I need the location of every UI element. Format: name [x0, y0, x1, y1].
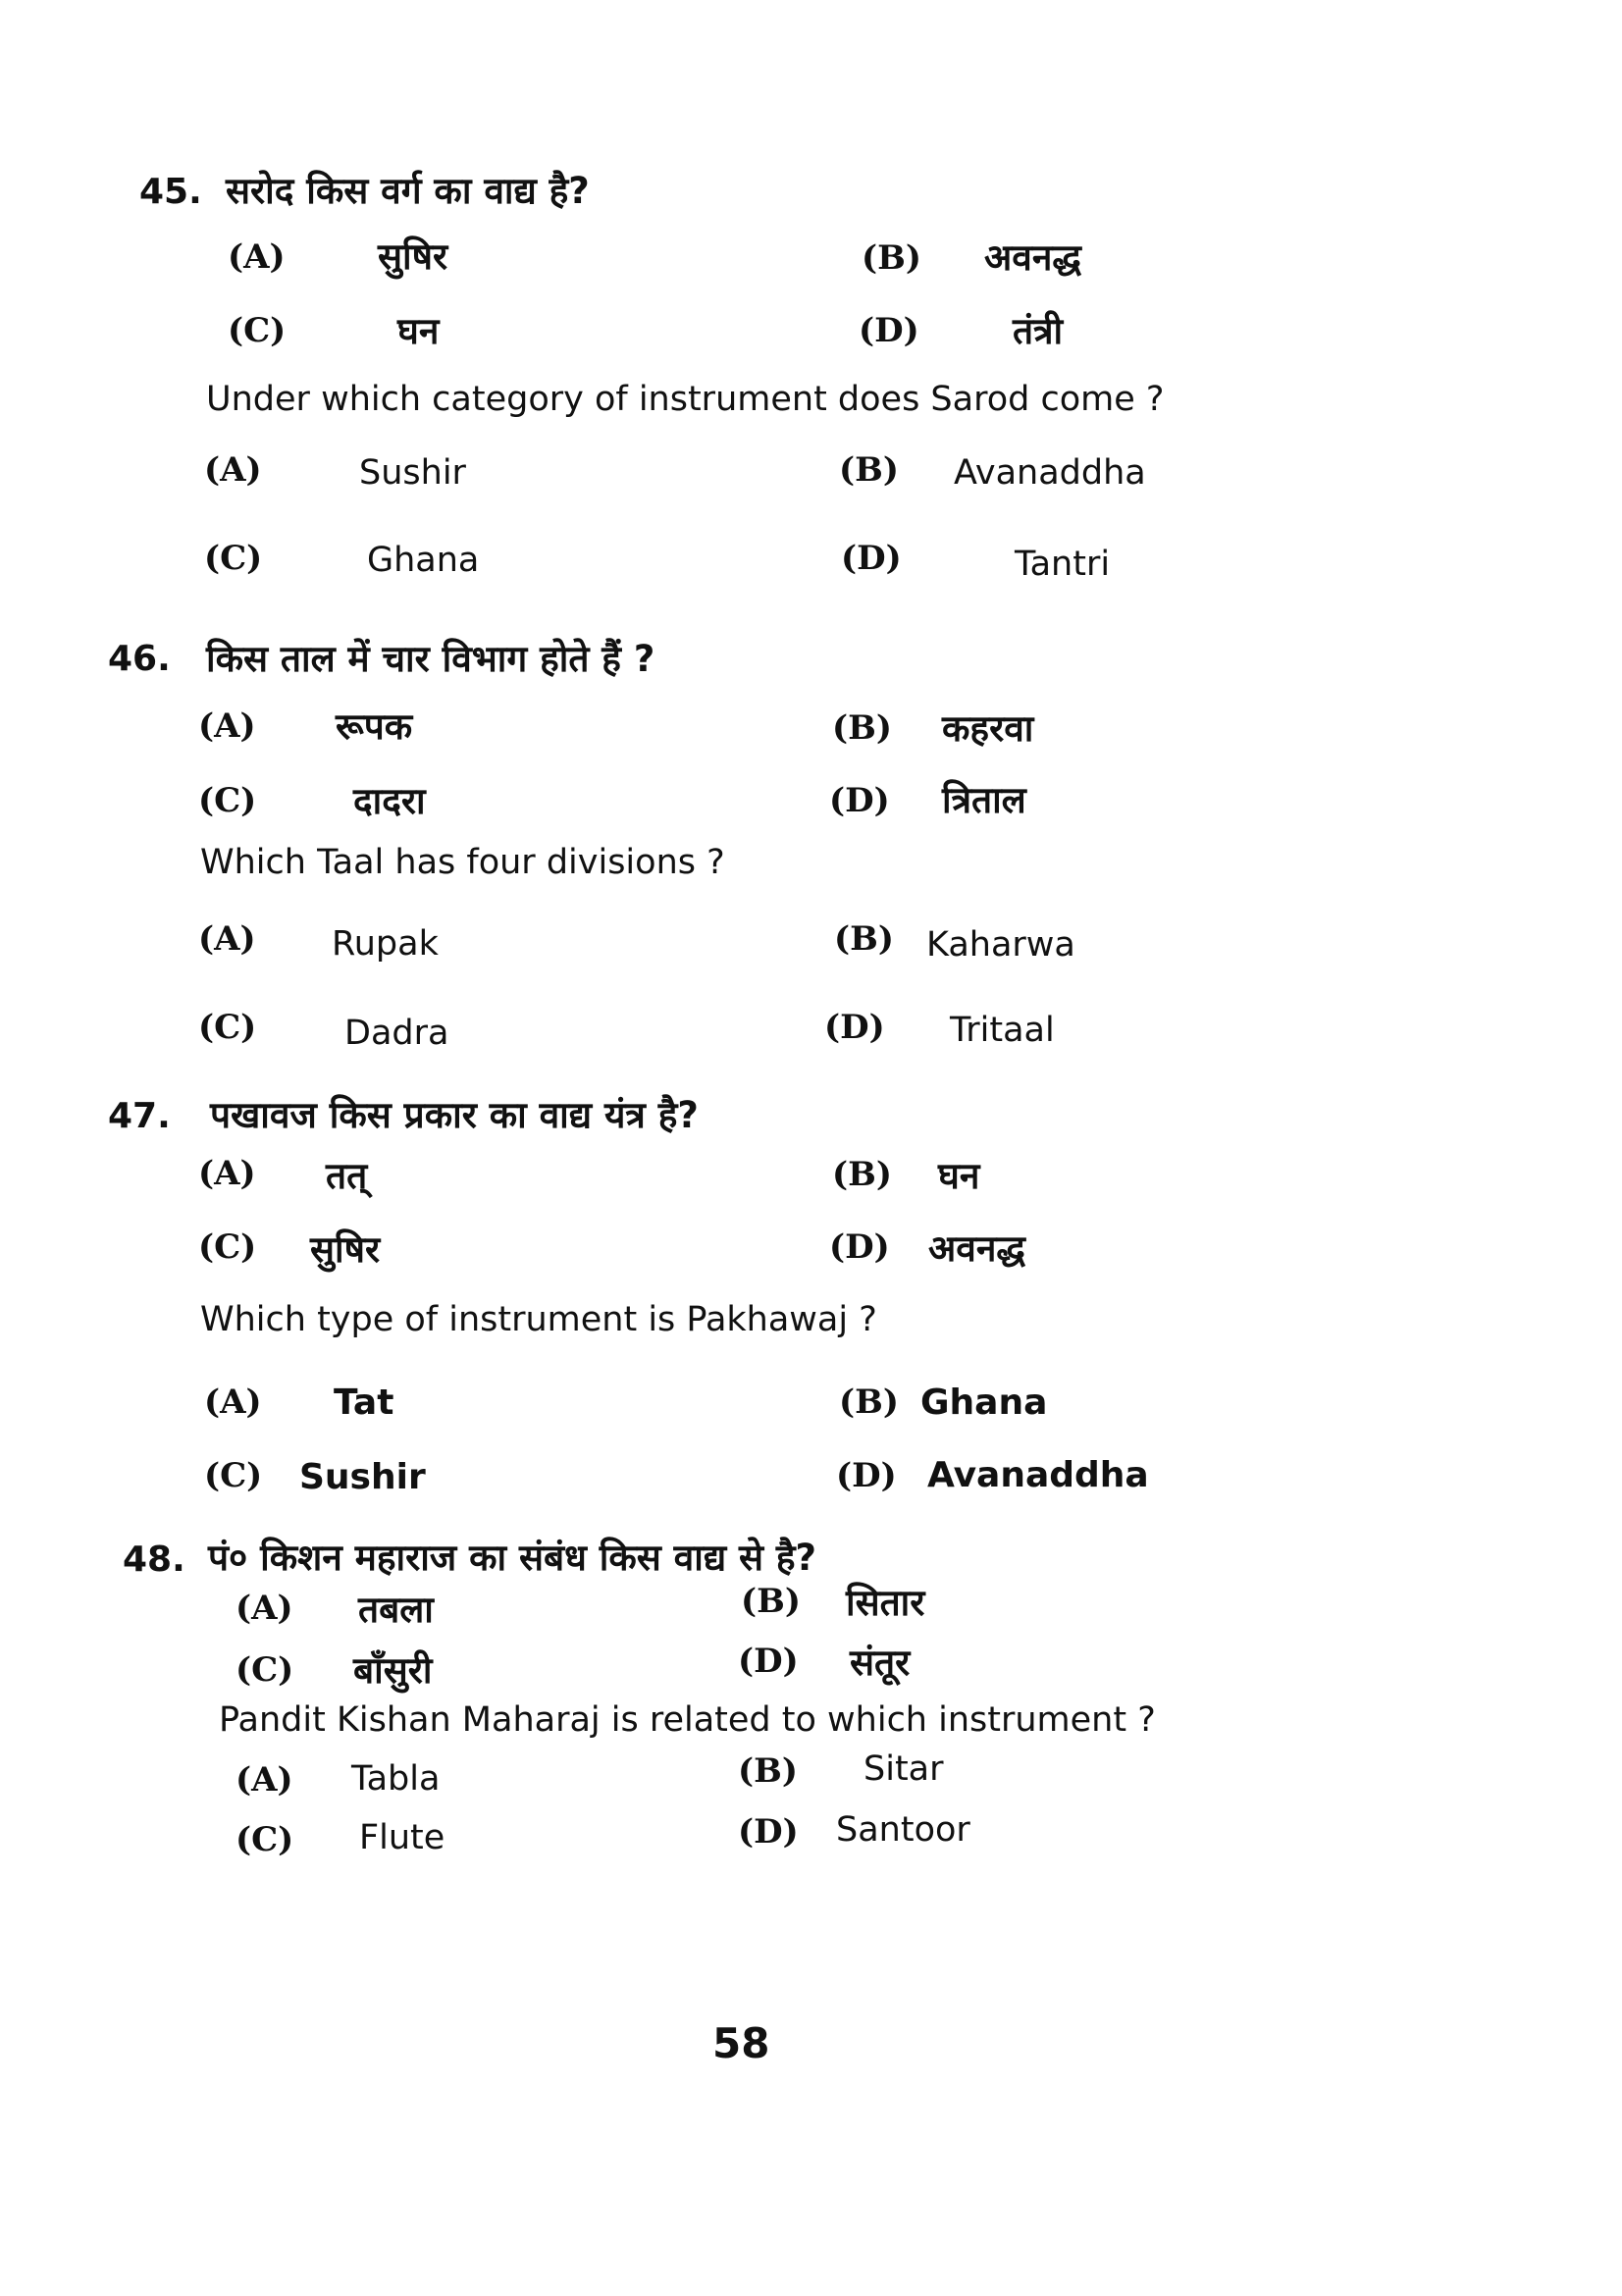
question-text-hindi: सरोद किस वर्ग का वाद्य है? — [226, 170, 590, 212]
option-text-hindi: त्रिताल — [942, 779, 1026, 821]
question-text-english: Under which category of instrument does Sarod come ? — [206, 380, 1165, 419]
option-letter: (B) — [832, 1155, 892, 1194]
option-text-english: Sushir — [299, 1457, 426, 1497]
option-letter: (C) — [204, 1456, 263, 1495]
option-letter: (C) — [198, 1008, 257, 1047]
option-letter: (B) — [839, 1383, 899, 1422]
option-text-english: Tantri — [1015, 545, 1111, 584]
option-text-hindi: तंत्री — [1013, 310, 1064, 352]
option-text-english: Kaharwa — [926, 925, 1075, 965]
option-text-hindi: कहरवा — [942, 707, 1034, 750]
option-text-english: Tabla — [351, 1759, 441, 1799]
option-letter: (C) — [235, 1650, 294, 1690]
option-letter: (D) — [829, 1227, 890, 1267]
page-number: 58 — [712, 2019, 770, 2067]
question-text-hindi: किस ताल में चार विभाग होते हैं ? — [206, 638, 655, 680]
option-text-english: Avanaddha — [927, 1455, 1149, 1495]
option-letter: (B) — [834, 919, 894, 959]
option-letter: (B) — [741, 1582, 801, 1621]
option-text-english: Avanaddha — [954, 453, 1146, 493]
option-letter: (D) — [738, 1642, 799, 1681]
option-letter: (B) — [839, 450, 899, 490]
option-text-hindi: तत् — [326, 1155, 368, 1197]
option-text-english: Tat — [334, 1383, 394, 1423]
option-text-english: Tritaal — [950, 1011, 1055, 1050]
option-letter: (D) — [841, 539, 902, 578]
question-text-english: Which type of instrument is Pakhawaj ? — [200, 1300, 877, 1339]
option-text-hindi: बाँसुरी — [353, 1649, 433, 1692]
option-text-english: Flute — [359, 1818, 445, 1857]
option-text-english: Sushir — [359, 453, 466, 493]
question-text-hindi: पं० किशन महाराज का संबंध किस वाद्य से है? — [208, 1537, 817, 1579]
question-number: 47. — [108, 1096, 171, 1136]
option-letter: (C) — [235, 1820, 294, 1859]
option-text-english: Sitar — [863, 1749, 944, 1789]
option-letter: (A) — [235, 1589, 293, 1628]
option-letter: (D) — [824, 1008, 885, 1047]
option-letter: (A) — [204, 1383, 262, 1422]
option-letter: (B) — [738, 1751, 798, 1791]
question-number: 46. — [108, 639, 171, 679]
option-text-hindi: तबला — [358, 1589, 434, 1631]
question-number: 48. — [123, 1539, 185, 1580]
option-text-hindi: सुषिर — [310, 1228, 381, 1271]
option-letter: (C) — [228, 311, 287, 350]
question-number: 45. — [139, 172, 202, 212]
option-text-hindi: सुषिर — [378, 235, 448, 278]
option-letter: (A) — [204, 450, 262, 490]
option-text-english: Rupak — [332, 924, 439, 964]
option-text-english: Santoor — [836, 1810, 970, 1850]
question-text-english: Which Taal has four divisions ? — [200, 843, 725, 882]
option-letter: (C) — [198, 781, 257, 820]
option-text-hindi: घन — [938, 1155, 980, 1197]
option-text-hindi: दादरा — [353, 780, 426, 822]
option-text-hindi: संतूर — [850, 1642, 911, 1684]
option-letter: (A) — [198, 1154, 256, 1193]
option-text-english: Ghana — [920, 1383, 1048, 1423]
option-letter: (B) — [832, 708, 892, 748]
option-letter: (C) — [204, 539, 263, 578]
option-text-english: Ghana — [367, 541, 480, 580]
option-letter: (B) — [862, 238, 921, 278]
option-letter: (D) — [738, 1812, 799, 1852]
option-letter: (A) — [235, 1760, 293, 1800]
option-text-hindi: घन — [397, 310, 440, 352]
question-text-hindi: पखावज किस प्रकार का वाद्य यंत्र है? — [210, 1094, 699, 1136]
option-letter: (A) — [198, 919, 256, 959]
option-letter: (D) — [829, 781, 890, 820]
question-text-english: Pandit Kishan Maharaj is related to which instrument ? — [219, 1700, 1156, 1740]
option-letter: (C) — [198, 1227, 257, 1267]
option-text-english: Dadra — [344, 1014, 449, 1053]
option-text-hindi: अवनद्ध — [928, 1227, 1025, 1270]
option-letter: (D) — [836, 1456, 897, 1495]
option-letter: (A) — [228, 237, 286, 277]
option-text-hindi: रूपक — [336, 705, 413, 748]
option-text-hindi: अवनद्ध — [984, 236, 1081, 279]
option-letter: (A) — [198, 706, 256, 746]
option-text-hindi: सितार — [846, 1582, 925, 1624]
option-letter: (D) — [859, 311, 919, 350]
